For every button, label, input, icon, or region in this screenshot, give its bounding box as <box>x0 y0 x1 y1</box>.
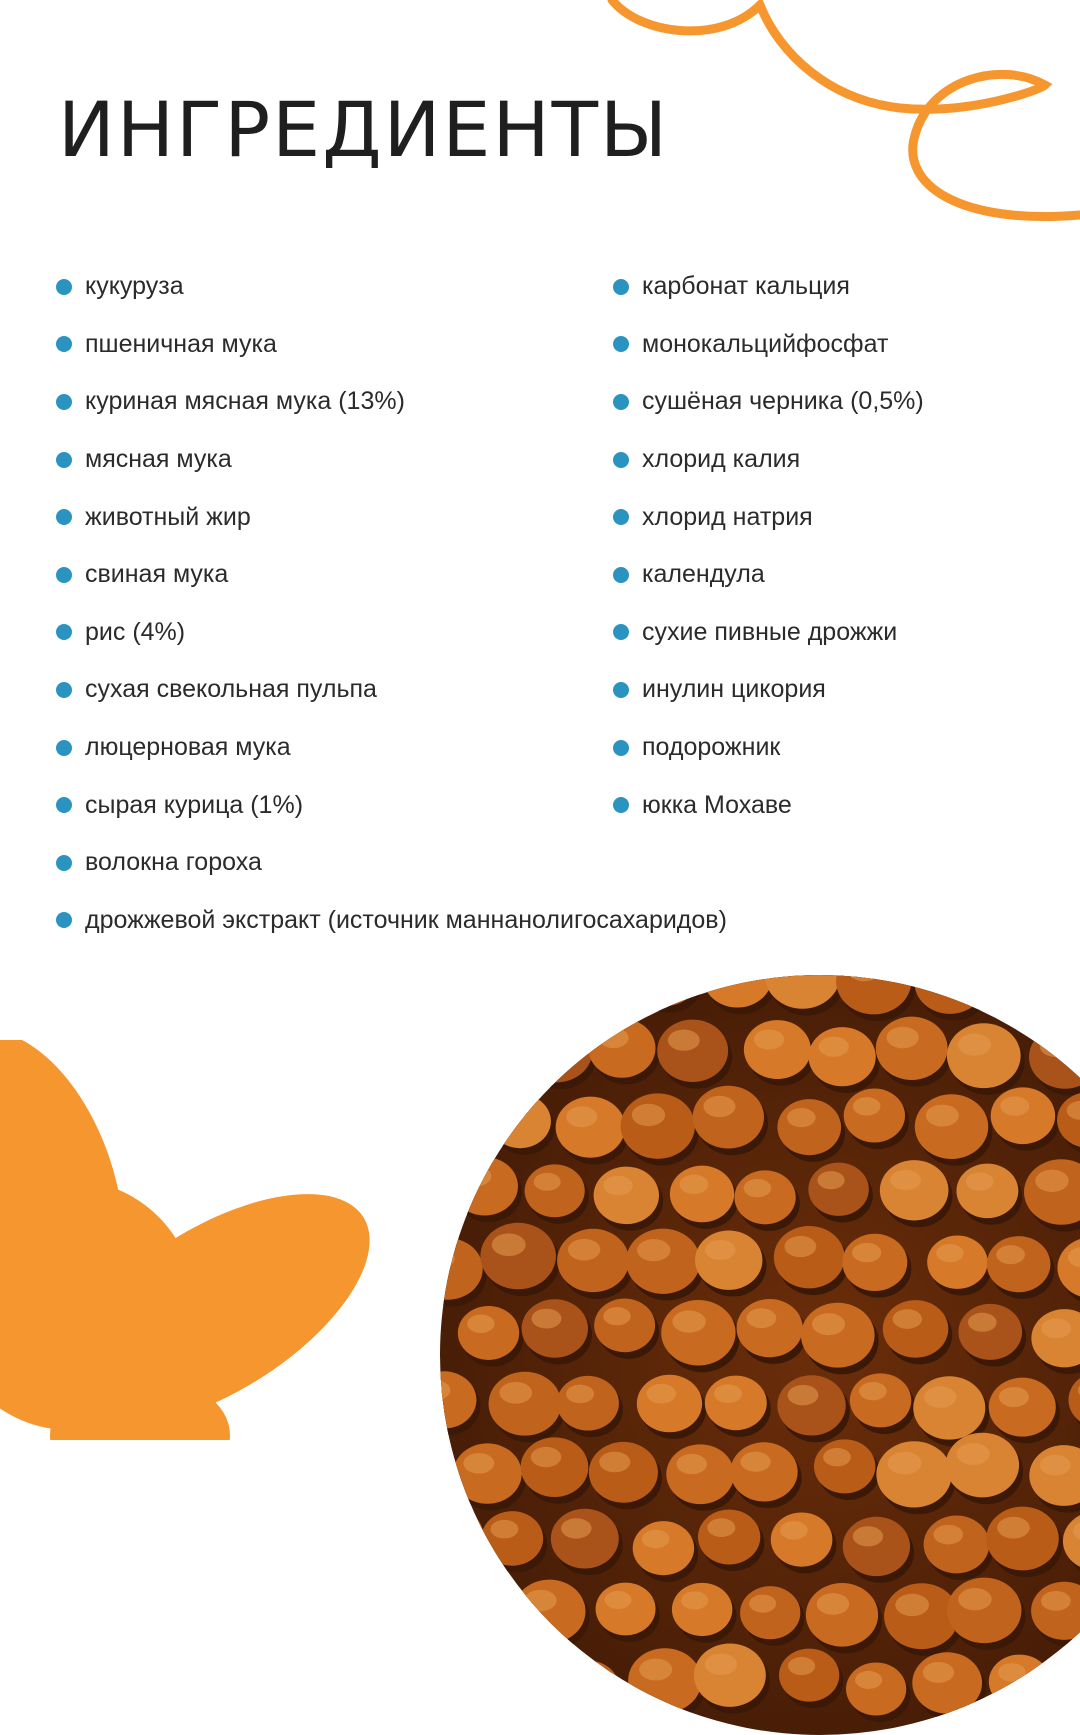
kibble-pellet <box>1057 1237 1080 1305</box>
bullet-icon <box>56 797 72 813</box>
bullet-icon <box>56 279 72 295</box>
bullet-icon <box>613 336 629 352</box>
kibble-pellet <box>1029 1445 1080 1513</box>
kibble-pellet <box>1068 1372 1080 1435</box>
bullet-icon <box>56 624 72 640</box>
ingredient-label: сушёная черника (0,5%) <box>642 387 924 416</box>
kibble-pellet <box>626 1229 704 1301</box>
ingredient-label: мясная мука <box>85 445 232 474</box>
kibble-pellet <box>698 1510 764 1571</box>
kibble-pellet <box>594 1167 663 1231</box>
ingredient-label: рис (4%) <box>85 617 186 646</box>
bullet-icon <box>56 452 72 468</box>
kibble-pellet <box>633 1521 698 1582</box>
kibble-pellet <box>446 1028 518 1094</box>
kibble-pellet <box>774 1226 849 1295</box>
bullet-icon <box>613 797 629 813</box>
bullet-icon <box>613 509 629 525</box>
kibble-pellet <box>703 975 776 1014</box>
kibble-pellet <box>452 1157 522 1222</box>
kibble-pellet <box>1057 1092 1080 1155</box>
kibble-pellet <box>765 975 844 1015</box>
kibble-pellet <box>779 1649 843 1709</box>
kibble-pellet <box>628 1648 705 1719</box>
bullet-icon <box>56 682 72 698</box>
kibble-pellet <box>477 1658 551 1726</box>
ingredient-label: подорожник <box>642 733 781 762</box>
kibble-pellet <box>771 1512 837 1573</box>
ingredient-label: куриная мясная мука (13%) <box>85 387 405 416</box>
kibble-pellet <box>814 1439 879 1500</box>
bullet-icon <box>56 336 72 352</box>
kibble-pellet <box>440 1238 487 1306</box>
kibble-pellet <box>989 1378 1060 1444</box>
bullet-icon <box>613 624 629 640</box>
bullet-icon <box>613 740 629 756</box>
kibble-pellet <box>989 1655 1054 1716</box>
list-item <box>613 373 924 431</box>
kibble-pellet <box>927 1236 992 1296</box>
kibble-pellet <box>1053 1652 1080 1721</box>
list-item <box>613 546 924 604</box>
kibble-pellet <box>843 1517 914 1583</box>
kibble-pellet <box>657 1020 732 1089</box>
kibble-pellet <box>440 1102 478 1161</box>
list-item <box>56 834 727 892</box>
kibble-pellet <box>991 1087 1059 1150</box>
kibble-pellet <box>596 1583 660 1642</box>
ingredient-label: свиная мука <box>85 560 229 589</box>
ingredient-label: хлорид натрия <box>642 502 813 531</box>
kibble-photo <box>440 975 1080 1735</box>
kibble-pellet <box>846 1662 910 1722</box>
kibble-pellet <box>883 1300 953 1364</box>
kibble-pellet <box>588 1019 659 1085</box>
kibble-pellet <box>1064 975 1080 1014</box>
bullet-icon <box>56 740 72 756</box>
ingredient-label: монокальцийфосфат <box>642 329 889 358</box>
list-item <box>613 258 924 316</box>
kibble-pellet <box>693 1086 768 1155</box>
kibble-pellet <box>880 1160 953 1227</box>
kibble-pellet <box>808 1163 872 1223</box>
kibble-pellet <box>946 1433 1023 1504</box>
kibble-pellet <box>844 1089 909 1150</box>
kibble-pellet <box>777 1099 845 1162</box>
kibble-pellet <box>440 1371 480 1435</box>
kibble-pellet <box>594 1299 659 1359</box>
ingredient-label: сухие пивные дрожжи <box>642 617 898 646</box>
bullet-icon <box>56 855 72 871</box>
kibble-pellet <box>912 1652 986 1720</box>
kibble-pellet <box>806 1583 882 1653</box>
ingredient-label: кукуруза <box>85 272 184 301</box>
bullet-icon <box>613 682 629 698</box>
ingredient-label: дрожжевой экстракт (источник маннанолигосахаридов) <box>85 905 727 934</box>
kibble-pellet <box>489 1094 554 1155</box>
kibble-pellet <box>956 1164 1022 1225</box>
kibble-pellet <box>1024 1159 1080 1231</box>
kibble-pellet <box>695 1230 766 1296</box>
kibble-pellet <box>744 1020 815 1086</box>
kibble-pellet <box>915 1094 992 1165</box>
kibble-pellet <box>985 975 1056 1025</box>
kibble-pellet <box>876 1017 952 1087</box>
kibble-pellet <box>455 1587 522 1649</box>
kibble-pellet <box>777 1375 849 1442</box>
ingredient-label: инулин цикория <box>642 675 826 704</box>
kibble-pellet <box>440 1646 483 1713</box>
list-item <box>613 316 924 374</box>
kibble-pellet <box>453 1443 526 1510</box>
bullet-icon <box>613 394 629 410</box>
ingredient-label: люцерновая мука <box>85 733 291 762</box>
kibble-pellet <box>589 1442 662 1510</box>
kibble-pellet <box>672 1583 736 1643</box>
decorative-flower <box>0 1040 380 1440</box>
kibble-pellet <box>440 1506 488 1575</box>
bullet-icon <box>56 567 72 583</box>
bullet-icon <box>613 567 629 583</box>
ingredient-label: сырая курица (1%) <box>85 790 304 819</box>
kibble-pellet <box>801 1303 879 1375</box>
list-item <box>613 719 924 777</box>
kibble-pellet <box>521 1437 593 1503</box>
bullet-icon <box>56 394 72 410</box>
kibble-pellet <box>734 1170 799 1231</box>
list-item <box>613 488 924 546</box>
kibble-pellet <box>1029 1025 1080 1095</box>
list-item <box>613 661 924 719</box>
kibble-pellet <box>458 1306 523 1367</box>
kibble-pellet <box>637 1375 706 1439</box>
kibble-pellet <box>740 1586 804 1646</box>
kibble-pellet <box>621 1093 699 1165</box>
kibble-pellet <box>850 1373 915 1434</box>
kibble-pellet <box>987 1236 1055 1299</box>
ingredient-label: волокна гороха <box>85 848 262 877</box>
kibble-pellet <box>513 1580 589 1650</box>
kibble-pellet <box>924 1515 994 1579</box>
bullet-icon <box>56 509 72 525</box>
bullet-icon <box>56 912 72 928</box>
kibble-pellet <box>1031 1582 1080 1647</box>
kibble-pellet <box>947 1023 1025 1095</box>
kibble-pellet <box>876 1441 955 1514</box>
ingredient-label: сухая свекольная пульпа <box>85 675 377 704</box>
kibble-pellet <box>480 1223 560 1296</box>
kibble-pellet <box>555 1660 623 1723</box>
kibble-pellet <box>914 975 989 1021</box>
kibble-pellet <box>809 1027 880 1093</box>
kibble-pellet <box>1063 1511 1080 1577</box>
bullet-icon <box>613 279 629 295</box>
kibble-pellet <box>488 975 553 1016</box>
page-title: ИНГРЕДИЕНТЫ <box>58 85 670 174</box>
ingredient-label: пшеничная мука <box>85 329 277 358</box>
bullet-icon <box>613 452 629 468</box>
kibble-pellet <box>958 1304 1026 1367</box>
kibble-pellet <box>489 1372 566 1443</box>
kibble-pellet <box>551 1509 623 1575</box>
kibble-pellet <box>522 1299 592 1364</box>
kibble-pellet <box>557 1229 633 1299</box>
kibble-pellet <box>631 975 703 1013</box>
kibble-pellet <box>556 1097 629 1165</box>
list-item <box>56 892 727 950</box>
kibble-pellet <box>666 1444 738 1510</box>
ingredient-label: животный жир <box>85 502 251 531</box>
kibble-pellet <box>481 1511 547 1572</box>
ingredient-label: юкка Мохаве <box>642 790 792 819</box>
kibble-pellet <box>440 975 482 1017</box>
ingredients-list-right <box>613 258 924 834</box>
ingredient-label: хлорид калия <box>642 445 801 474</box>
kibble-pellet <box>661 1300 739 1372</box>
list-item <box>613 431 924 489</box>
list-item <box>613 604 924 662</box>
kibble-pellet <box>947 1578 1025 1650</box>
kibble-pellet <box>737 1299 807 1364</box>
kibble-pellet <box>694 1644 770 1714</box>
kibble-pellet <box>520 1019 596 1089</box>
kibble-pellet <box>730 1442 801 1508</box>
kibble-pellet <box>525 1164 589 1224</box>
kibble-pellet <box>705 1376 771 1437</box>
kibble-pellet <box>670 1166 738 1229</box>
list-item <box>613 776 924 834</box>
kibble-pellet <box>560 975 629 1016</box>
kibble-pellet <box>842 1234 911 1298</box>
ingredient-label: карбонат кальция <box>642 272 850 301</box>
kibble-pellet <box>836 975 915 1021</box>
kibble-pellet <box>557 1376 623 1437</box>
kibble-pellet <box>1031 1309 1080 1374</box>
ingredient-label: календула <box>642 560 765 589</box>
kibble-pellet <box>986 1507 1063 1578</box>
